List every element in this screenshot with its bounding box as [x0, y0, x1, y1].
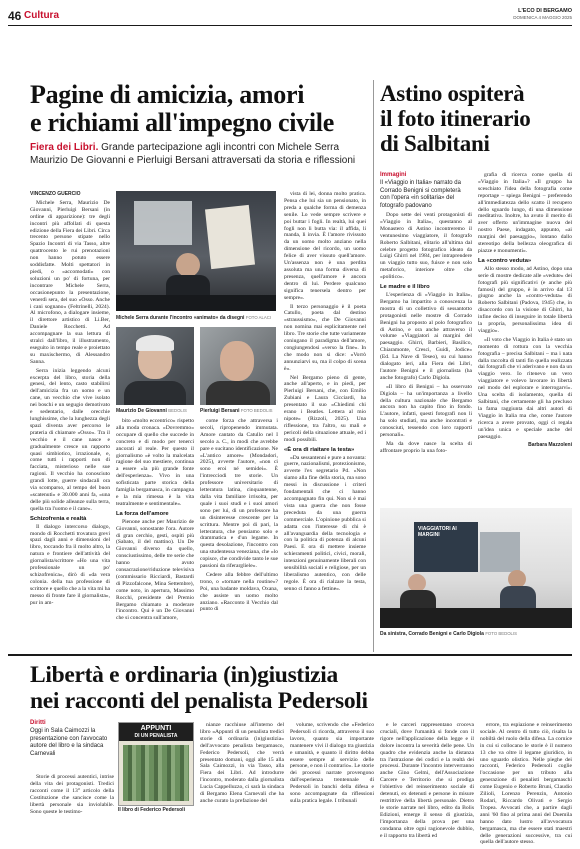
bottom-column-3 — [290, 722, 374, 844]
photo3-caption — [200, 408, 280, 414]
main-col4-p2: Il terzo personaggio è il poeta Catullo, poeta dal destino «straussismo», che De Giovanni non nomina mai esplicitamente nel libro. Tre storie che tutte variamente coniugano il paradigma dell'amore, congiungendosi «verso la fine». In che modo non si dice: «Vorrò annunziarvi su, ma il colpo di scena è». — [284, 303, 366, 372]
photo1-caption — [116, 315, 281, 321]
main-column-4 — [284, 191, 366, 650]
paper-date: DOMENICA 4 MAGGIO 2025 — [513, 15, 572, 20]
main-col3-p2: Cedere alla febbre dell'ultimo trono, o «tornare nella routine»? Poi, una badante moldava, Oxana, che assiste un uomo molto anziano. «Racconto il Vecchio dal punto di — [200, 571, 278, 613]
main-subhead-line2: Maurizio De Giovanni e Pierluigi Bersani attraversati da storia e riflessioni — [30, 154, 356, 166]
photo1-caption-text: Michele Serra durante l'incontro «animato» da disegni — [116, 315, 245, 321]
side-col1-p2: L'esperienza di «Viaggio in Italia», Bergamo ha impartito a conoscenza la mostra di un collettivo di sessantotto protagonisti nelle mostre di Corrado Benigni ha proposto al polo fotografico di Astino, e ora anche attraverso il volume «Viaggiatori ai margini del paesaggio. Ghirri, Barbieri, Basilico, Chiaramonte, Cresci, Guidi, Jodice» (Ed. La Nave di Teseo), su cui hanno dialogato ieri, alla Fiera dei Libri, l'autore Benigni e il giornalista (ha anche fotografo) Carlo Digiola. — [380, 291, 472, 381]
main-col2-p1: bito «molto eccentrico» rispetto alla moda cronaca. «Dovremmo» occupare di quello che succede in concreto e di modo per tenerci ancorati al reale. Per questo il giornalismo «è volto la malcelata ragione del suo mestiere, continua a essere «la più grande fonte dell'esperienza». Vivo in una sofisticata parte storica della famiglia bergamasca, in campagna e la mia rimessa è la vita teatralmente e sentimentale». — [116, 418, 194, 507]
photo2-caption-text: Maurizio De Giovanni — [116, 408, 167, 414]
bottom-col4-p1: e le carceri rappresentano croceva cruciali, dove l'umanità si fonde con il rigore nell'applicazione della legge e il dolore incontra la severità delle pene. Un quadro che evidenzia anche la distanza tra l'astrazione dei codici e la realtà dei processi. Durante l'incontro interverranno anche Gino Gelmi, dell'Associazione Carcere e Territorio che si prodiga l'obiettivo del reinserimento sociale di detenuti, ex detenuti e persone in misure restrittive della libertà personale. Dietro le storie narrate nel libro, edito da Bolis Edizioni, emerge il senso di giustizia, l'importanza della prova per una condanna oltre ogni ragionevole dubbio, e il rapporto tra libertà ed — [380, 722, 474, 839]
main-col4-p3: Nel Bergamo pieno di gente, anche all'aperto, e in piedi, per Pierluigi Bersani, che, con Emilio Zubiani e Laura Cicciardi, ha presentato il suo «Chiedimi chi erano i Beatles. Lettera al mio nipote» (Rizzoli, 2025). Una riflessione, tra l'altro, su mali e pericoli della situazione attuale, ed i modi possibili. — [284, 374, 366, 443]
side-photo-credit: FOTO BEDOLIS — [485, 631, 517, 636]
bottom-col5-p1: errore, tra espiazione e reinserimento sociale. Al centro di tutto ciò, risalta la nobiltà del ruolo della difesa. La cornice in cui si collocano le storie è il numero 13 che va oltre il legame giuridico, in uno sguardo olistico. Nelle pieghe dei racconti, Federico Pedersoli coglie l'occasione per un tributo alla generazione di penalisti bergamaschi come Eugenio e Roberto Bruni, Claudio Zilioli, Lorenzo Perenzin, Antonio Rodari, Riccardo Olivati e Sergio Tropea. Avvocati che, a partire dagli anni '60 fino al prima anni del Duemila hanno dato lustro all'avvocatura bergamasca, ma che essere stati maestri delle generazioni successive, tra cui quella dell'autore stesso. — [480, 722, 572, 844]
main-column-3 — [200, 418, 278, 650]
side-col1-p4: Ma da dove nasce la scelta di affrontare proprio la una foto- — [380, 441, 472, 454]
photo-bersani — [200, 327, 276, 405]
main-col4-p4: «Da sessantenni e pure a novanta: guerre, nazionalismi, protezionismo, avverte l'ex segretario Pd. «Non siamo alla fine della storia, ma sono messi in discussione i criteri fondamentali che ci hanno accompagnato fin qui. Non si è mai vista una guerra che non fosse preceduta da una guerra commerciale. L'opinione pubblica si adatta con l'interesse di chi è all'avanguardia della tecnologia e con la politica di potenza di alcuni Paesi. E ora di mettere insieme schieramenti politici, civici, morali, intenzioni genuinamente liberali con sensibilità sociali e religiose, per un liberalismo autentico, con delle regole. È ora di rialzare la testa, senno ci fanno a fettine». — [284, 454, 366, 592]
photo-benigni-digiola — [380, 508, 572, 628]
main-headline-line1: Pagine di amicizia, amori — [30, 80, 305, 109]
main-subhead — [30, 142, 375, 167]
side-headline-line3: di Salbitani — [380, 131, 490, 156]
byline: VINCENZO GUERCIO — [30, 191, 81, 197]
main-col2-p2: Pienone anche per Maurizio de Giovanni, sonostante l'ora. Autore di gran cerchio, gesti, ospiti più (Sabato, il del mattino). Un De Giovanni diverso da quello, consciustissimo, delle tre serie che hanno avuto consacrazione/riduzione televisiva (commissario Ricciardi, Bastardi di Pizzofalcone, Mina Settembre), come noto, in apertura, Massimo Rocchi, presidente del Premio Bergamo chiamato a moderare l'incontro. Qui è un De Giovanni che si concentra sull'amore, — [116, 518, 194, 622]
main-subhead-rest: Grande partecipazione agli incontri con Michele Serra — [101, 142, 340, 153]
main-col2-subhead: La forza dell'amore — [116, 510, 169, 517]
photo-de-giovanni — [116, 327, 194, 405]
photo2-caption — [116, 408, 196, 414]
main-kicker: Fiera dei Libri. — [30, 142, 99, 153]
photo1-credit: FOTO ALACI — [245, 315, 272, 320]
main-headline — [30, 81, 370, 137]
main-headline-line2: e richiami all'impegno civile — [30, 108, 334, 137]
photo3-caption-text: Pierluigi Bersani — [200, 408, 240, 414]
side-col1-p3: «Il libro di Benigni – ha osservato Digiola – ha un'importanza a livello della cultura nazionale che Bergamo ancora non ha capito fino in fondo. L'autore, infatti, questi fotografi non li ha solo studiati, ma anche incontrati e conosciuti, tessendo con loro rapporti personali». — [380, 383, 472, 439]
side-photo-caption — [380, 631, 572, 637]
bottom-column-1 — [30, 774, 114, 844]
side-author: Barbara Mazzoleni — [528, 442, 572, 449]
side-column-1 — [380, 212, 472, 502]
side-photo-caption-text: Da sinistra, Corrado Benigni e Carlo Digiola — [380, 631, 484, 637]
bottom-headline-line1: Libertà e ordinaria (in)giustizia — [30, 662, 338, 688]
portrait-hair — [136, 335, 174, 351]
side-column-2 — [478, 172, 572, 502]
side-headline-line2: il foto itinerario — [380, 106, 531, 131]
portrait-face — [220, 341, 254, 381]
side-col2-p2: Allo stesso modo, ad Astino, dopo una serie di mostre dedicate alle «vedute» dei fotografi più significativi (e anche più famosi) del gruppo, è in arrivo dal 13 giugno anche la «contro-veduta» di Roberto Salbitani (Padova, 1945) che, in disaccordo con la visione di Ghirri, ha infine deciso di inseguire in totale libertà la propria, personalissima idea di viaggio». — [478, 265, 572, 334]
main-col4-subhead: «È ora di riaitare la testa» — [284, 446, 355, 453]
side-headline — [380, 81, 570, 156]
bottom-label: Diritti — [30, 720, 46, 726]
bottom-col3-p1: volume, scrivendo che «Federico Pedersoli ci ricorda, attraverso il suo lavoro, quanto sia importante mantenere vivi il dialogo tra giustizia e umanità, e quanto il diritto debba essere sempre al servizio delle persone, e non il contrario». Le storie dei processi narrate provengono dall'esperienza trentennale di Pedersoli in banchi della difesa e sono accompagnate da riflessioni sulla pratica legale. I tribunali — [290, 722, 374, 804]
cover-text: VIAGGIATORI AI MARGINI — [418, 526, 457, 538]
main-col1-p3: Il dialogo intercorso dialogo, mondo di Rocchetti trovatura grevi spazi dagli anni e dimensioni del libro, toccando fra il molto altro, la natura e frontiere dell'attività del giornalista/scrittore «Ho una vita professionale un po' schizofrenica», dirò di «da vera colonia. della tua professione di scrittore e quello che a la vita mi ha messo di fronte fare il giornalista», pur in am- — [30, 523, 110, 606]
book-cover-pedersoli — [118, 722, 194, 806]
side-headline-line1: Astino ospiterà — [380, 81, 525, 106]
photo3-credit: FOTO BEDOLIS — [240, 408, 273, 413]
bottom-column-2 — [200, 722, 284, 844]
main-col1-subhead: Schizofrenia e realtà — [30, 515, 87, 522]
bottom-column-5 — [480, 722, 572, 844]
book-cover-caption-text: Il libro di Federico Pedersoli — [118, 807, 185, 813]
book-cover-caption — [118, 807, 198, 813]
column-divider — [373, 80, 374, 652]
photo2-credit: BEDOLIS — [168, 408, 187, 413]
bottom-col2-p1: nianze racchiuse all'interno del libro «Appunti di un penalista tredici storie di ordinaria (in)giustizia» dell'avvocato penalista bergamasco, Federico Pedersoli, che verrà presentato domani, oggi alle 15 alla Sala Caimozzi, in via Tasso, alla Fiera dei Libri. Ad introdurre l'incontro, moderato dalla giornalista Lucia Cappelluzzo, ci sarà la sindaca di Bergamo Elena Carnevali che ha anche curato la prefazione del — [200, 722, 284, 804]
main-col4-p1: vista di lei, donna molto pratica. Pensa che lui sia un pensionato, in preda a qualche forma di demenza senile. Lo vede sempre scrivere e poi buttar i fogli. In realtà, lui quei fogli non li butta via: il affida, li manda, li invia. È l'amore rivissuto da un uomo molto anziano nella dimensione del ricordo, un uomo felice di aver vissuto quell'amore. Un'assenza non è una perdita assoluta ma una forma diversa di presenza, quell'amore è ancora dentro di lui. Perdere qualcuno significa tenersela dentro per sempre». — [284, 191, 366, 301]
side-label: Immagini — [380, 172, 407, 178]
speaker-head — [176, 253, 200, 277]
bottom-headline — [30, 662, 570, 714]
main-col3-p1: come forza che attraversa i secoli, ripropenendo immutata. Amore cantato da Catullo nel I secolo a. C., in modi che avrebbe pare e sucitano identificazione. Ne «L'antico amore» (Mondadori, 2025), avverte l'autore, «non ci sono eroi né semidei». È l'intrecciodi tre storie. Un professore universitario di letteratura latina, cinquantenne, dalla vita familiare irrisolta, per quale i suoi studi e i suoi amori sono per lui, di un professore ha un disinteresse crescente per la scrittura. Mentre poi di pari, la letteratura, che pensiamo solo e drammatica e d'un legame. In questa desolazione, l'incontro con una studentessa veneziana, che «lo copisce, che condivide tanto le sue passioni da riferargliele». — [200, 418, 278, 570]
side-col2-subhead: La «contro veduta» — [478, 257, 532, 264]
bottom-column-4 — [380, 722, 474, 844]
cover-illustration — [123, 745, 189, 801]
side-col1-subhead: Le madre e il libro — [380, 284, 430, 291]
stage-table — [380, 608, 572, 628]
page-number: 46 — [8, 9, 22, 23]
paper-name: L'ECO DI BERGAMO — [518, 8, 572, 14]
bottom-headline-line2: nei racconti del penalista Pedersoli — [30, 688, 368, 714]
portrait-shoulders — [124, 381, 186, 405]
main-column-2 — [116, 418, 194, 650]
cover-title-line2: DI UN PENALISTA — [119, 733, 193, 741]
bottom-intro: Oggi in Sala Caimozzi la presentazione con l'avvocato autore del libro e la sindaca Carnevali — [30, 728, 108, 757]
stage-desk — [116, 295, 276, 311]
bottom-col1-p1: Storie di processi autentici, intrise della vita dei protagonisti. Tredici racconti come il 13° articolo della Costituzione che sancisce come la libertà personale sia inviolabile. Sono queste le testimo- — [30, 774, 114, 815]
side-intro: Il «Viaggio in Italia» narrato da Corrado Benigni si completerà con l'opera «in solitaria» del fotografo padovano — [380, 180, 461, 209]
portrait-shoulders — [206, 381, 270, 405]
header-rule — [8, 25, 572, 26]
photo-michele-serra — [116, 191, 276, 311]
projection-screen — [134, 201, 192, 245]
section-label: Cultura — [24, 10, 59, 21]
drawing-sheet — [205, 205, 255, 269]
side-col1-p1: Dopo sette dei venti protagonisti di «Viaggio in Italia», questanno al Monastero di Astino incontreremo il ventunesimo viaggiatore, il fotografo Roberto Salbitani, elitario all'ultima dal celebre progetto fotografico ideato da Luigi Ghirri nel 1984, per intraprendere un viaggio tutto suo, fuisce e non solo metaforico, interiore oltre che «politico». — [380, 212, 472, 281]
bottom-section-rule — [8, 654, 572, 656]
main-col1-p1: Michele Serra, Maurizio De Giovanni, Pierluigi Bersani (in ordine di apparizione): tre degli incontri più affollati di questa edizione della Fiera dei Libri. Circa trecento persone stipate nello Spazio Incontri di via Tasso, altre quattrocento le rui prenotazioni non hanno potuto essere soddisfatte. Molti spettatori in piedi, o «accomodati» con soluzioni un po' di fortuna, per incontrare Michele Serra, occasionepunto la presentazione, venerdì sera, del suo «Osso. Anche i cani sognano» (Feltrinelli, 2024). Al microfono, a dialogare insieme, il direttore artistico di Li.Ber, Daniele Rocchetti. Ad accompagnare la sua lettura di stralci dall'libro, il illustramento, eseguito in tempo reale e proiettato su maxischermo, di Alessandro Sanna. — [30, 199, 110, 365]
cover-title-line1: APPUNTI — [119, 723, 193, 733]
main-col1-p2: Serra inizia leggendo alcuni excerpta del libro, storia della genesi, del lento, casto stabilirsi dell'amicizia fra un uomo e un cane, un vecchio che vive isolato nei boschi e un segugio demotivato e sedentario, dalle orecchie lunghissime, che la lunghezza degli spazi diventa aver percorso le prateria di chiamare «Osso». Tra il vecchio e il cane nasce e gradualmente cresce un rapporto quasi simbiotico, irrazionale, e, come tutti i rapporti non di facciata, misterioso nelle sue ragioni. Il vecchio ha conosciuto grandi lotte, guerre sindacali ora via scomparso, al tempo del buon «scatenuti» e 30.000 anni fa, «una delle più solide alleanze sulla terra, quella tra l'uomo e il cane». — [30, 367, 110, 512]
projected-photo — [480, 532, 520, 572]
main-column-1 — [30, 191, 110, 608]
side-col2-p1: grafia di ricerca come quella di «Viaggio in Italia»? «Il gruppo ha sceschiato l'idea della fotografia come reportage – spiega Benigni – preferendo all'immediatezza dello scatto il recupero dello sguardo lungo, di una dimensione meditativa. Inoltre, ha avuto il merito di aver offerto un'immagine nuova del nostro Paese, indagato, appunto, «ai margini del paesaggio», lontano dallo stereotipo della bellezza oleografica di piazze e monumenti». — [478, 172, 572, 254]
side-col2-p3: «Il voto che Viaggio in Italia è stato un momento di rottura con la vecchia fotografia – precisa Salbitani – ma i nata dalla raccolta di tanti fin quella realizzata dai fotografi che vi aderivano e non da un viaggio vero. Io ritenevo un vero viaggiatore e volevo lavorare in libertà nel modo del esplorare e interrogarvi». Una scelta di isolamento, quella di Salbitani, che certamente gli ha precluso la fama raggiunta dai altri autori di Viaggio in Italia ma che, come l'autore ricerca a avere provato, oggi ci regala un'idea unica e speciale anche del paesaggio. — [478, 336, 572, 440]
projected-book-cover — [414, 522, 478, 572]
